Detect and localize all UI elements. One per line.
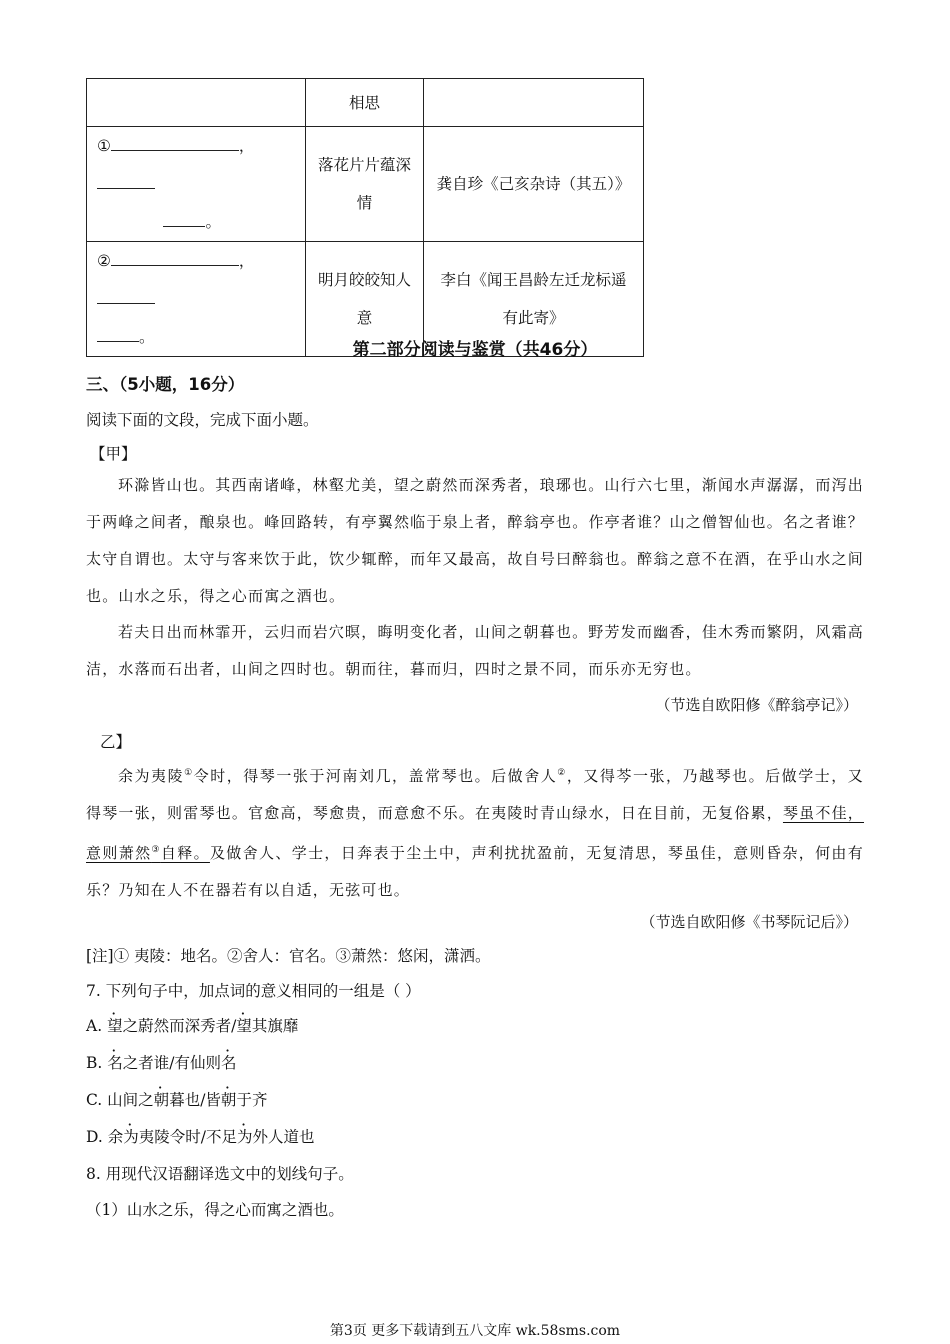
question-8-item-1: （1）山水之乐，得之心而寓之酒也。: [86, 1201, 344, 1219]
source-yi: （节选自欧阳修《书琴阮记后》）: [640, 913, 858, 931]
table-cell-theme: 落花片片蕴深情: [306, 127, 424, 242]
table-cell-theme: 相思: [306, 79, 424, 127]
instruction: 阅读下面的文段，完成下面小题。: [86, 411, 319, 429]
fill-blank-cell-1: ① ， 。: [87, 127, 306, 242]
table-cell-theme: 明月皎皎知人意: [306, 242, 424, 357]
passage-jia-p1: 环滁皆山也。其西南诸峰，林壑尤美，望之蔚然而深秀者，琅琊也。山行六七里，渐闻水声潺潺，而泻出于两峰之间者，酿泉也。峰回路转，有亭翼然临于泉上者，醉翁亭也。作亭者谁？山之僧智仙也。名之者谁？太守自谓也。太守与客来饮于此，饮少辄醉，而年又最高，故自号曰醉翁也。醉翁之意不在酒，在乎山水之间也。山水之乐，得之心而寓之酒也。: [86, 476, 864, 605]
source-jia: （节选自欧阳修《醉翁亭记》）: [655, 696, 858, 714]
fill-blank-cell-2: ② ， 。: [87, 242, 306, 357]
answer-blank[interactable]: [97, 172, 155, 189]
answer-blank[interactable]: [111, 249, 239, 266]
answer-blank[interactable]: [97, 287, 155, 304]
annotation-note: [注]① 夷陵：地名。②舍人：官名。③萧然：悠闲，潇洒。: [86, 947, 491, 965]
passage-yi: 余为夷陵①令时，得琴一张于河南刘几，盖常琴也。后做舍人②，又得芩一张，乃越琴也。后做学士，又得琴一张，则雷琴也。官愈高，琴愈贵，而意愈不乐。在夷陵时青山绿水，日在目前，无复俗累，琴虽不佳，意则萧然③自释。及做舍人、学士，日奔表于尘土中，声利扰扰盈前，无复清思，琴虽佳，意则昏杂，何由有乐？乃知在人不在器若有以自适，无弦可也。: [86, 767, 864, 899]
option-b[interactable]: B. 名之者谁/有仙则名: [86, 1054, 237, 1072]
poem-table: [86, 78, 644, 357]
underlined-sentence: 琴虽不佳，意则萧然③自释。: [86, 804, 864, 862]
answer-blank[interactable]: [163, 210, 205, 227]
option-c[interactable]: C. 山间之朝暮也/皆朝于齐: [86, 1091, 268, 1109]
passage-jia-p2: 若夫日出而林霏开，云归而岩穴暝，晦明变化者，山间之朝暮也。野芳发而幽香，佳木秀而繁阴，风霜高洁，水落而石出者，山间之四时也。朝而往，暮而归，四时之景不同，而乐亦无穷也。: [86, 623, 864, 678]
option-a[interactable]: A. 望之蔚然而深秀者/望其旗靡: [86, 1017, 299, 1035]
question-7-stem: 7. 下列句子中，加点词的意义相同的一组是（ ）: [86, 982, 421, 1000]
part-title: 第二部分阅读与鉴赏（共46分）: [352, 340, 598, 360]
option-d[interactable]: D. 余为夷陵令时/不足为外人道也: [86, 1128, 315, 1146]
question-8-stem: 8. 用现代汉语翻译选文中的划线句子。: [86, 1165, 354, 1183]
table-cell: [424, 79, 644, 127]
answer-blank[interactable]: [111, 134, 239, 151]
section-title: 三、（5小题，16分）: [86, 375, 245, 394]
label-jia: 【甲】: [90, 445, 137, 463]
table-cell-source: 李白《闻王昌龄左迁龙标遥有此寄》: [424, 242, 644, 357]
table-cell-source: 龚自珍《己亥杂诗（其五）》: [424, 127, 644, 242]
page-footer: 第3页 更多下载请到五八文库 wk.58sms.com: [329, 1323, 621, 1339]
label-yi: 乙】: [100, 733, 132, 751]
table-cell: [87, 79, 306, 127]
